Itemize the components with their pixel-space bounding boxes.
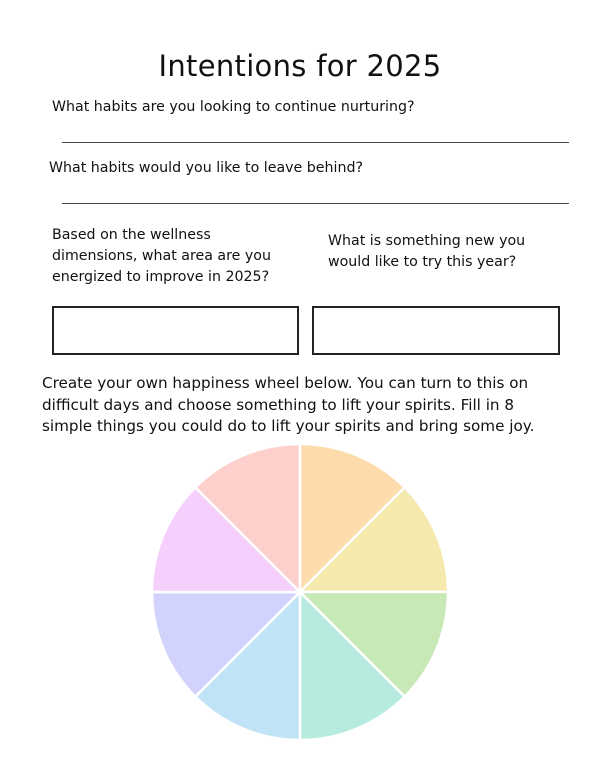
answer-line-continue-habits[interactable]: [62, 142, 569, 143]
answer-line-leave-habits[interactable]: [62, 203, 569, 204]
question-leave-habits: What habits would you like to leave behind?: [49, 160, 363, 176]
wheel-instructions-line: Create your own happiness wheel below. You can turn to this on: [42, 374, 529, 392]
happiness-wheel: [151, 443, 449, 741]
wheel-instructions: [42, 373, 582, 438]
wheel-instructions-line: simple things you could do to lift your spirits and bring some joy.: [42, 417, 535, 435]
question-wellness-area-line: dimensions, what area are you: [52, 248, 271, 264]
page-title: Intentions for 2025: [158, 49, 442, 84]
answer-box-wellness-area[interactable]: [52, 306, 299, 355]
question-wellness-area-line: Based on the wellness: [52, 227, 211, 243]
wheel-instructions-line: difficult days and choose something to lift your spirits. Fill in 8: [42, 395, 515, 414]
question-wellness-area: [52, 225, 292, 288]
question-try-new-line: would like to try this year?: [328, 254, 517, 270]
question-try-new: [328, 231, 568, 273]
answer-box-try-new[interactable]: [312, 306, 560, 355]
question-continue-habits: What habits are you looking to continue nurturing?: [52, 99, 415, 115]
question-try-new-line: What is something new you: [328, 233, 526, 249]
question-wellness-area-line: energized to improve in 2025?: [52, 269, 270, 285]
